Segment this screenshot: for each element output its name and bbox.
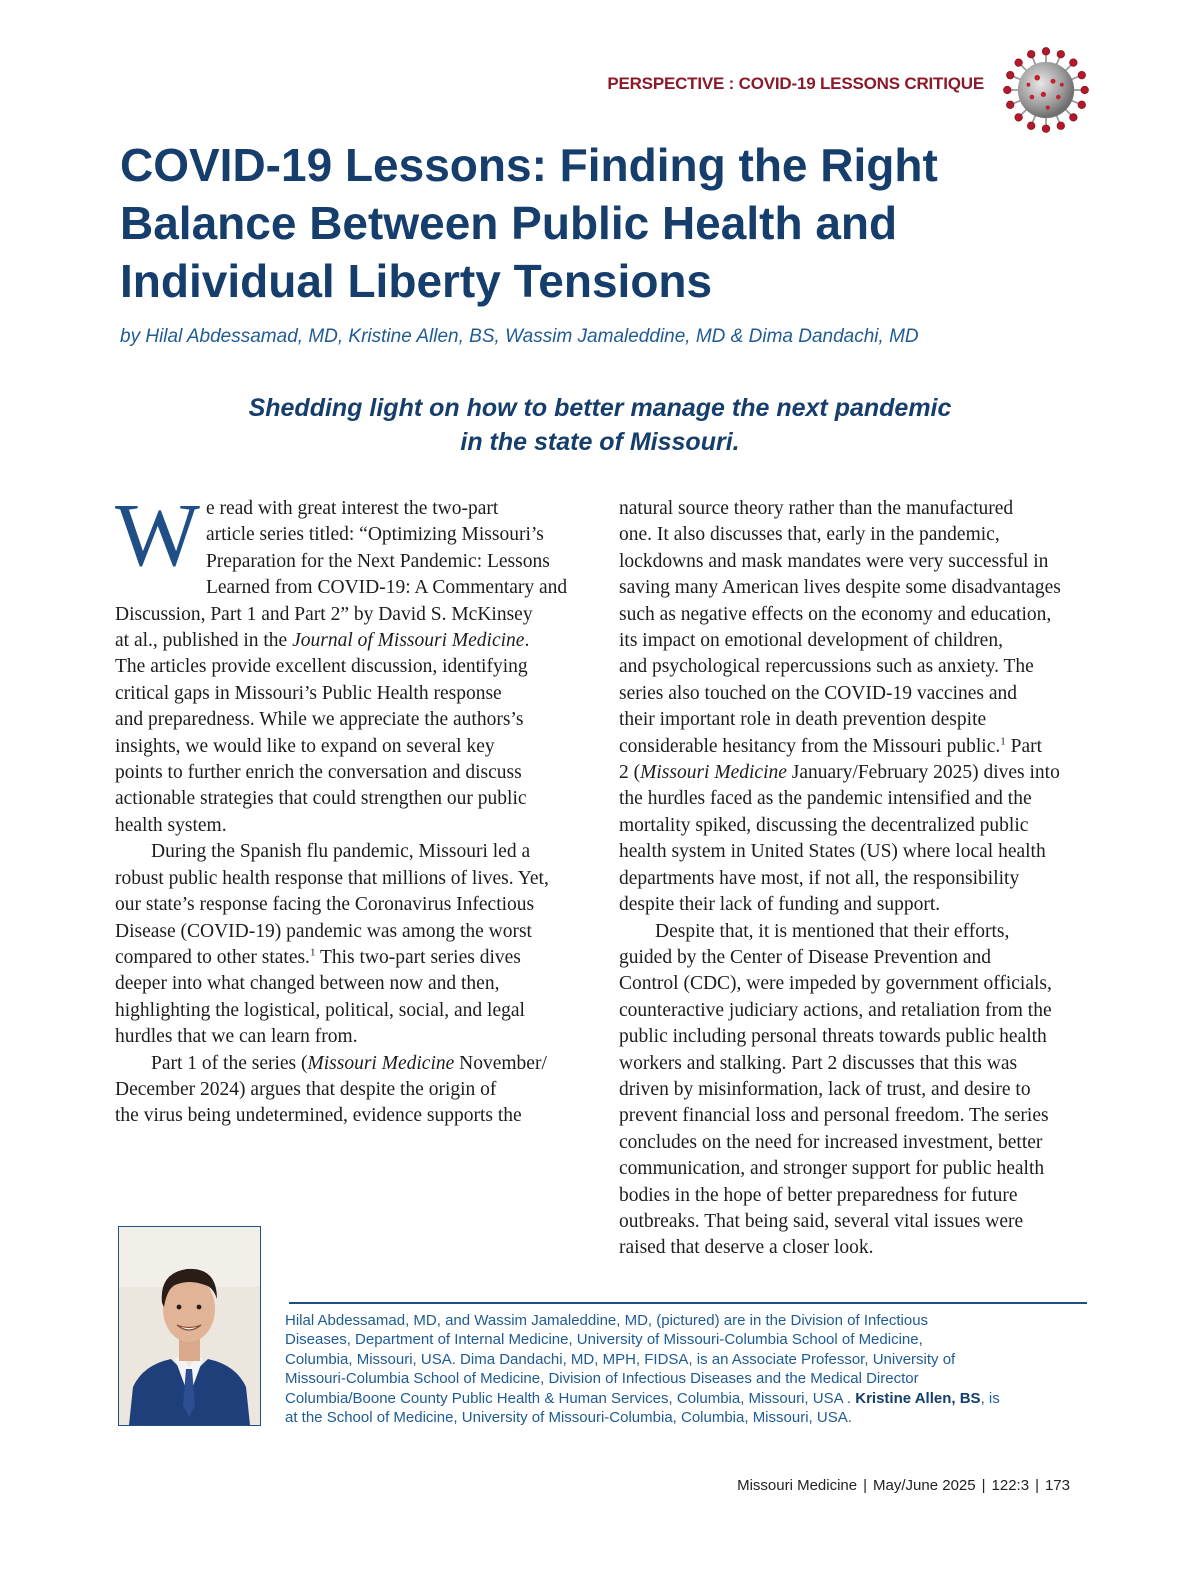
bio-line: at the School of Medicine, University of Missouri-Columbia, Columbia, Missouri, USA. (285, 1409, 852, 1427)
text-span: considerable hesitancy from the Missouri public. (619, 735, 1001, 757)
text-line: counteractive judiciary actions, and retaliation from the (619, 999, 1052, 1021)
text-line: During the Spanish flu pandemic, Missouri led a (151, 841, 531, 863)
separator: | (1035, 1477, 1039, 1494)
text-line: robust public health response that millions of lives. Yet, (115, 867, 549, 889)
body-column-left (115, 486, 595, 1130)
coronavirus-icon (1002, 46, 1090, 134)
virus-spike-head (1042, 48, 1049, 55)
virus-spike-head (1015, 114, 1022, 121)
virus-spike-head (1007, 71, 1014, 78)
text-line: Disease (COVID-19) pandemic was among the worst (115, 920, 532, 942)
title-line: Individual Liberty Tensions (120, 255, 713, 307)
text-line (115, 1051, 595, 1077)
byline: by Hilal Abdessamad, MD, Kristine Allen, BS, Wassim Jamaleddine, MD & Dima Dandachi, MD (120, 326, 919, 347)
text-span: This two-part series dives (315, 946, 521, 968)
journal-name: Missouri Medicine (307, 1052, 455, 1074)
text-span: Part 1 of the series ( (151, 1052, 308, 1074)
text-line: Discussion, Part 1 and Part 2” by David S. McKinsey (115, 603, 533, 625)
text-line (619, 734, 1099, 760)
text-line: our state’s response facing the Coronavirus Infectious (115, 894, 535, 916)
virus-spike-head (1070, 59, 1077, 66)
virus-spike-head (1027, 51, 1034, 58)
text-line: natural source theory rather than the manufactured (619, 498, 1014, 519)
issue-date: May/June 2025 (873, 1477, 976, 1494)
text-line: series also touched on the COVID-19 vaccines and (619, 682, 1018, 704)
text-line: communication, and stronger support for public health (619, 1158, 1045, 1180)
text-line: The articles provide excellent discussion, identifying (115, 656, 528, 678)
text-span: November/ (454, 1052, 547, 1074)
text-line: prevent financial loss and personal freedom. The series (619, 1105, 1049, 1127)
virus-spike-head (1078, 101, 1085, 108)
section-tag: PERSPECTIVE : COVID-19 LESSONS CRITIQUE (607, 74, 984, 93)
text-line: points to further enrich the conversation and discuss (115, 762, 522, 784)
text-line: deeper into what changed between now and then, (115, 973, 500, 995)
bio-line: Missouri-Columbia School of Medicine, Division of Infectious Diseases and the Medical Director (285, 1370, 919, 1388)
text-line: one. It also discusses that, early in the pandemic, (619, 524, 1000, 546)
text-line: saving many American lives despite some disadvantages (619, 577, 1061, 599)
subtitle (100, 391, 1100, 459)
body-column-right (619, 496, 1099, 1262)
text-line: Despite that, it is mentioned that their efforts, (655, 920, 1010, 942)
paragraph (619, 919, 1099, 1262)
virus-spike-head (1070, 114, 1077, 121)
text-span: at al., published in the (115, 630, 293, 652)
author-bio (285, 1311, 1090, 1427)
subtitle-line: in the state of Missouri. (460, 428, 740, 456)
text-line: and psychological repercussions such as anxiety. The (619, 656, 1034, 678)
text-line: actionable strategies that could strengthen our public (115, 788, 527, 810)
text-line: public including personal threats towards public health (619, 1026, 1047, 1048)
text-line: its impact on emotional development of children, (619, 630, 1003, 652)
text-line: raised that deserve a closer look. (619, 1237, 874, 1259)
journal-name: Journal of Missouri Medicine (292, 630, 525, 652)
title-line: COVID-19 Lessons: Finding the Right (120, 139, 938, 191)
author-name: Kristine Allen, BS (855, 1389, 981, 1407)
text-line: their important role in death prevention despite (619, 709, 987, 731)
text-span: 2 ( (619, 762, 641, 784)
text-line: highlighting the logistical, political, social, and legal (115, 999, 525, 1021)
page-number: 173 (1044, 1477, 1070, 1494)
virus-spike-head (1004, 86, 1011, 93)
text-line: despite their lack of funding and support. (619, 894, 941, 916)
volume-number: 122:3 (991, 1477, 1030, 1494)
text-line: workers and stalking. Part 2 discusses that this was (619, 1052, 1018, 1074)
virus-spike-head (1015, 59, 1022, 66)
virus-spike-head (1078, 71, 1085, 78)
bio-line: Columbia, Missouri, USA. Dima Dandachi, MD, MPH, FIDSA, is an Associate Professor, University of (285, 1350, 956, 1368)
text-line: concludes on the need for increased investment, better (619, 1131, 1043, 1153)
text-line: December 2024) argues that despite the origin of (115, 1078, 497, 1100)
virus-spike-head (1042, 125, 1049, 132)
separator: | (981, 1477, 986, 1494)
text-line: insights, we would like to expand on several key (115, 735, 495, 757)
text-line (115, 628, 595, 654)
text-line (115, 945, 595, 971)
citation-ref: 1 (1000, 735, 1006, 748)
text-line: article series titled: “Optimizing Missouri’s (205, 524, 544, 546)
text-span: Part (1005, 735, 1043, 757)
text-line: health system in United States (US) where local health (619, 841, 1046, 863)
text-span: . (524, 630, 530, 652)
title-line: Balance Between Public Health and (120, 197, 898, 249)
paragraph (115, 839, 595, 1050)
page-footer (737, 1477, 1070, 1494)
text-line: bodies in the hope of better preparedness for future (619, 1184, 1018, 1206)
text-line: guided by the Center of Disease Prevention and (619, 946, 992, 968)
text-line: the hurdles faced as the pandemic intensified and the (619, 788, 1032, 810)
paragraph (619, 496, 1099, 919)
virus-spike-head (1057, 122, 1064, 129)
citation-ref: 1 (309, 946, 316, 959)
text-line: outbreaks. That being said, several vital issues were (619, 1210, 1024, 1232)
virus-spike-head (1057, 51, 1064, 58)
journal-name: Missouri Medicine (640, 762, 787, 784)
text-line: critical gaps in Missouri’s Public Health response (115, 682, 502, 704)
virus-spike-head (1027, 122, 1034, 129)
virus-spike-head (1007, 101, 1014, 108)
bio-line: Hilal Abdessamad, MD, and Wassim Jamaleddine, MD, (pictured) are in the Division of Infectious (285, 1312, 929, 1329)
text-line: e read with great interest the two-part (205, 498, 499, 519)
article-title (120, 136, 1020, 310)
text-line: Learned from COVID-19: A Commentary and (205, 577, 568, 599)
virus-spike-head (1081, 86, 1088, 93)
paragraph (115, 1051, 595, 1130)
text-line: mortality spiked, discussing the decentralized public (619, 814, 1029, 836)
paragraph (115, 486, 595, 839)
text-span: , is (980, 1389, 1000, 1407)
text-span: compared to other states. (115, 946, 310, 968)
bio-divider (289, 1302, 1087, 1304)
bio-line: Diseases, Department of Internal Medicine, University of Missouri-Columbia School of Medicine, (285, 1331, 923, 1349)
text-span: January/February 2025) dives into (786, 762, 1060, 784)
text-line: driven by misinformation, lack of trust, and desire to (619, 1078, 1031, 1100)
text-line: hurdles that we can learn from. (115, 1026, 358, 1048)
text-line: Control (CDC), were impeded by government officials, (619, 973, 1052, 995)
text-line: Preparation for the Next Pandemic: Lessons (205, 550, 550, 572)
separator: | (863, 1477, 868, 1494)
subtitle-line: Shedding light on how to better manage the next pandemic (248, 394, 952, 422)
text-line: lockdowns and mask mandates were very successful in (619, 550, 1049, 572)
text-line: departments have most, if not all, the responsibility (619, 867, 1020, 889)
bio-line (285, 1389, 1090, 1408)
text-line: and preparedness. While we appreciate the authors’s (115, 709, 524, 731)
text-span: Columbia/Boone County Public Health & Human Services, Columbia, Missouri, USA . (285, 1389, 856, 1407)
drop-cap: W (115, 486, 200, 585)
text-line: the virus being undetermined, evidence supports the (115, 1105, 522, 1127)
text-line: health system. (115, 814, 227, 836)
author-photo (118, 1226, 261, 1426)
journal-title: Missouri Medicine (737, 1477, 858, 1494)
text-line (619, 760, 1099, 786)
author-portrait (119, 1227, 260, 1425)
text-line: such as negative effects on the economy and education, (619, 603, 1052, 625)
